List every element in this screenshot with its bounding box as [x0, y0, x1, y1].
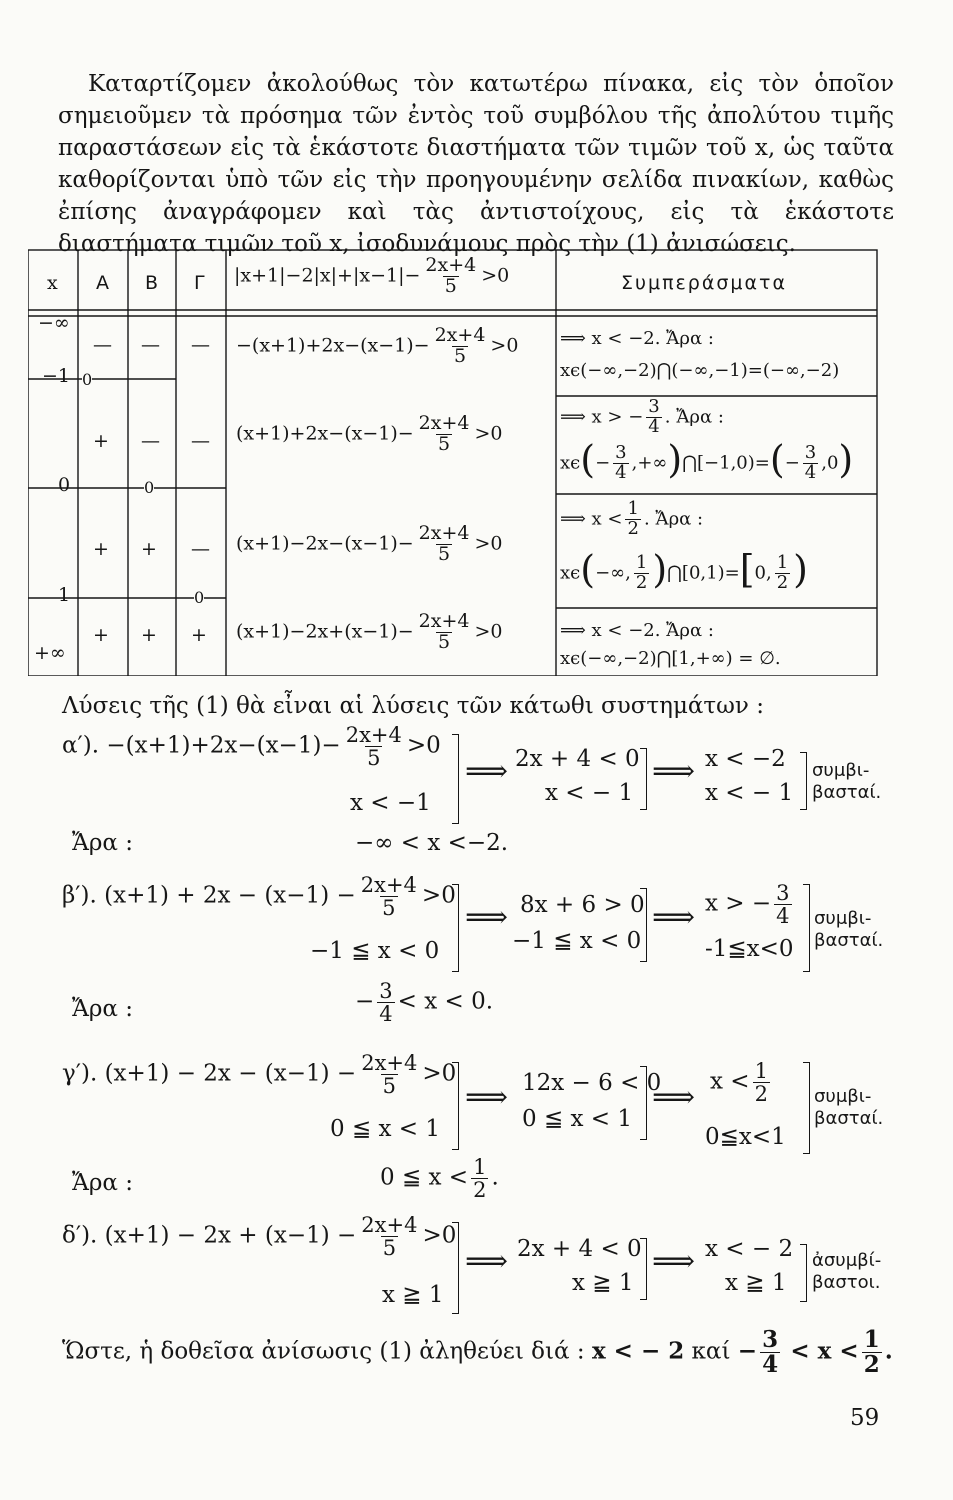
system-beta-equation — [62, 874, 456, 919]
row2-c2-d: − — [784, 452, 800, 474]
row4-sign-a: + — [93, 624, 109, 646]
system-beta-brace-2 — [640, 888, 647, 962]
row2-gt: >0 — [474, 422, 503, 445]
row2-c2-fraction-1 — [613, 444, 628, 483]
fraction-denominator: 5 — [438, 630, 451, 653]
fraction-numerator: 1 — [863, 1326, 880, 1353]
row4-conclusion-1: ⟹ x < −2. Ἄρα : — [560, 620, 714, 641]
fraction-numerator: 2x+4 — [418, 522, 470, 544]
row1-expr: −(x+1)+2x−(x−1)− — [236, 334, 430, 357]
row2-sign-g: — — [191, 430, 210, 452]
system-beta-fraction — [359, 874, 419, 919]
system-alpha-ara: Ἄρα : — [72, 830, 133, 856]
system-gamma-step2a — [710, 1060, 773, 1105]
system-gamma-gt: >0 — [422, 1060, 457, 1087]
system-delta-expr: (x+1) − 2x + (x−1) − — [104, 1222, 357, 1249]
system-alpha-brace-2 — [640, 748, 647, 810]
row1-gt: >0 — [490, 334, 519, 357]
implies-arrow-icon: ⟹ — [465, 754, 509, 789]
system-beta-step2b: -1≦x<0 — [705, 936, 794, 962]
fraction-denominator: 5 — [382, 896, 396, 921]
row2-fraction — [417, 414, 472, 455]
fraction-numerator: 2x+4 — [361, 1051, 418, 1075]
system-beta-step1a: 8x + 6 > 0 — [520, 892, 645, 918]
fraction-numerator: 2x+4 — [360, 873, 417, 897]
system-gamma-brace-3 — [803, 1062, 810, 1154]
row3-expr: (x+1)−2x−(x−1)− — [236, 532, 414, 555]
row3-gt: >0 — [474, 532, 503, 555]
system-gamma-result-fraction — [471, 1156, 488, 1201]
system-gamma-step1b: 0 ≦ x < 1 — [522, 1106, 633, 1132]
system-gamma-brace-2 — [640, 1066, 647, 1140]
row4-sign-g: + — [191, 624, 207, 646]
system-beta-brace-1 — [452, 884, 459, 972]
implies-arrow-icon: ⟹ — [465, 900, 509, 935]
implies-arrow-icon: ⟹ — [465, 1080, 509, 1115]
system-delta-gt: >0 — [422, 1222, 457, 1249]
system-beta-result-pre: − — [355, 988, 375, 1015]
final-mid: < x < — [790, 1337, 859, 1365]
row2-c1-fraction — [646, 398, 661, 437]
row3-c2-fraction-1 — [634, 554, 649, 593]
row3-c2-a: −∞, — [595, 562, 631, 584]
row4-conclusion-2: xϵ(−∞,−2)⋂[1,+∞) = ∅. — [560, 648, 781, 669]
fraction-denominator: 4 — [379, 1002, 393, 1027]
row2-c2-a: − — [595, 452, 611, 474]
fraction-numerator: 2x+4 — [345, 723, 402, 747]
fraction-denominator: 4 — [762, 1351, 779, 1379]
system-beta-condition: −1 ≦ x < 0 — [310, 938, 440, 964]
system-beta-label: β′). — [62, 882, 97, 909]
final-pre: Ὥστε, ἡ δοθεῖσα ἀνίσωσις (1) ἀληθεύει διά : — [62, 1338, 585, 1365]
header-a: A — [96, 272, 109, 294]
row4-gt: >0 — [474, 620, 503, 643]
system-alpha-result: −∞ < x <−2. — [355, 830, 509, 856]
fraction-numerator: 1 — [754, 1059, 768, 1083]
system-gamma-step2a-fraction — [753, 1060, 770, 1105]
boundary-pos-inf: +∞ — [34, 642, 66, 664]
row1-sign-b: — — [141, 334, 160, 356]
system-gamma-brace-1 — [452, 1062, 459, 1150]
row3-sign-a: + — [93, 538, 109, 560]
fraction-denominator: 2 — [863, 1351, 880, 1379]
system-delta-brace-3 — [800, 1244, 807, 1302]
fraction-numerator: 1 — [473, 1155, 487, 1179]
row3-inequality — [236, 524, 503, 565]
row3-c2-pre: xϵ — [560, 562, 581, 584]
system-delta-fraction — [359, 1214, 419, 1259]
row2-c2-e: ,0 — [821, 452, 839, 474]
row2-inequality — [236, 414, 503, 455]
system-beta-ara: Ἄρα : — [72, 996, 133, 1022]
system-beta-result-fraction — [377, 980, 394, 1025]
row3-c1-fraction — [625, 500, 640, 539]
system-alpha-label: α′). — [62, 732, 100, 759]
fraction-denominator: 4 — [776, 904, 790, 929]
fraction-denominator: 2 — [635, 571, 648, 593]
header-ineq-left: |x+1|−2|x|+|x−1|− — [234, 264, 421, 287]
final-neg: − — [737, 1337, 758, 1365]
row1-sign-a: — — [93, 334, 112, 356]
row3-fraction — [417, 524, 472, 565]
row2-sign-a: + — [93, 430, 109, 452]
system-delta-step2a: x < − 2 — [705, 1236, 794, 1262]
system-delta-label: δ′). — [62, 1222, 98, 1249]
row2-c2-c: ⋂[−1,0)= — [682, 452, 770, 474]
final-fraction-2 — [862, 1328, 882, 1377]
fraction-denominator: 5 — [382, 1236, 397, 1261]
fraction-numerator: 3 — [615, 442, 627, 463]
row2-c1-pre: ⟹ x > − — [560, 406, 644, 428]
fraction-denominator: 2 — [754, 1082, 768, 1107]
header-inequality — [234, 256, 509, 297]
system-gamma-expr: (x+1) − 2x − (x−1) − — [104, 1060, 357, 1087]
fraction-numerator: 3 — [648, 396, 660, 417]
row1-fraction — [433, 326, 488, 367]
system-beta-gt: >0 — [421, 882, 456, 909]
boundary-minus-one: −1 — [42, 365, 71, 387]
row4-expr: (x+1)−2x+(x−1)− — [236, 620, 414, 643]
fraction-denominator: 5 — [438, 542, 451, 565]
header-ineq-right: >0 — [481, 264, 510, 287]
fraction-denominator: 2 — [627, 517, 639, 539]
final-statement — [62, 1328, 893, 1377]
fraction-numerator: 1 — [627, 498, 639, 519]
system-alpha-step2b: x < − 1 — [705, 780, 794, 806]
system-gamma-fraction — [359, 1052, 419, 1097]
fraction-numerator: 2x+4 — [418, 610, 470, 632]
system-alpha-condition: x < −1 — [350, 790, 431, 816]
row3-c1-post: . Ἄρα : — [643, 508, 704, 530]
boundary-one: 1 — [58, 584, 71, 606]
implies-arrow-icon: ⟹ — [465, 1244, 509, 1279]
system-delta-step1b: x ≧ 1 — [572, 1270, 634, 1296]
page-number: 59 — [850, 1405, 880, 1431]
system-alpha-equation — [62, 724, 441, 769]
system-delta-equation — [62, 1214, 456, 1259]
system-beta-note: συμβι- βασταί. — [814, 908, 884, 951]
row1-conclusion-1: ⟹ x < −2. Ἄρα : — [560, 328, 714, 349]
fraction-numerator: 2x+4 — [361, 1213, 418, 1237]
row1-conclusion-2: xϵ(−∞,−2)⋂(−∞,−1)=(−∞,−2) — [560, 360, 840, 381]
system-alpha-fraction — [344, 724, 404, 769]
solutions-heading: Λύσεις τῆς (1) θὰ εἶναι αἱ λύσεις τῶν κάτωθι συστημάτων : — [62, 693, 764, 719]
fraction-numerator: 2x+4 — [425, 254, 477, 276]
row3-c2-fraction-2 — [775, 554, 790, 593]
system-beta-brace-3 — [803, 884, 810, 972]
system-alpha-expr: −(x+1)+2x−(x−1)− — [106, 732, 341, 759]
system-beta-step1b: −1 ≦ x < 0 — [512, 928, 642, 954]
system-gamma-ara: Ἄρα : — [72, 1170, 133, 1196]
implies-arrow-icon: ⟹ — [652, 1080, 696, 1115]
row1-inequality — [236, 326, 518, 367]
system-alpha-note: συμβι- βασταί. — [812, 760, 882, 803]
system-delta-condition: x ≧ 1 — [382, 1282, 444, 1308]
system-gamma-equation — [62, 1052, 456, 1097]
intro-text: Καταρτίζομεν ἀκολούθως τὸν κατωτέρω πίνακα, εἰς τὸν ὁποῖον σημειοῦμεν τὰ πρόσημα τῶν ἐντὸς τοῦ συμβόλου τῆς ἀπολύτου τιμῆς παραστάσεων εἰς τὰ ἑκάστοτε διαστήματα τῶν τιμῶν τοῦ x, ὡς ταῦτα καθορίζονται ὑπὸ τῶν εἰς τὴν προηγουμένην σελίδα πινακίων, καθὼς ἐπίσης ἀναγράφομεν καὶ τὰς ἀντιστοίχους, εἰς τὰ ἑκάστοτε διαστήματα τιμῶν τοῦ x, ἰσοδυνάμους πρὸς τὴν (1) ἀνισώσεις. — [58, 71, 894, 257]
implies-arrow-icon: ⟹ — [652, 900, 696, 935]
row2-c1-post: . Ἄρα : — [664, 406, 724, 428]
system-alpha-step2a: x < −2 — [705, 746, 786, 772]
fraction-denominator: 4 — [804, 461, 817, 483]
final-kai: καί — [691, 1338, 731, 1365]
system-gamma-note: συμβι- βασταί. — [814, 1086, 884, 1129]
system-beta-result — [355, 980, 493, 1025]
system-gamma-condition: 0 ≦ x < 1 — [330, 1116, 441, 1142]
row3-conclusion-2: xϵ(−∞, $\frac{1}{2}$ )⋂[0,1)=[0, $\frac{1}{2}$ ) — [560, 547, 808, 593]
system-beta-step2a — [705, 882, 795, 927]
implies-arrow-icon: ⟹ — [652, 1244, 696, 1279]
final-part1: x < − 2 — [591, 1337, 685, 1365]
system-beta-step2a-pre: x > − — [705, 890, 772, 917]
final-fraction-1 — [760, 1328, 780, 1377]
row3-c2-c: ⋂[0,1)= — [667, 562, 740, 584]
fraction-numerator: 2x+4 — [434, 324, 486, 346]
fraction-numerator: 3 — [762, 1326, 779, 1353]
system-alpha-step1b: x < − 1 — [545, 780, 634, 806]
fraction-denominator: 2 — [473, 1178, 487, 1203]
row4-inequality — [236, 612, 503, 653]
intro-paragraph — [58, 68, 894, 260]
system-gamma-step2b: 0≦x<1 — [705, 1124, 786, 1150]
system-gamma-result — [380, 1156, 499, 1201]
fraction-denominator: 5 — [367, 746, 381, 771]
system-gamma-result-post: . — [491, 1164, 499, 1191]
header-conclusions: Συμπεράσματα — [621, 272, 787, 294]
system-beta-step2a-fraction — [774, 882, 791, 927]
row2-expr: (x+1)+2x−(x−1)− — [236, 422, 414, 445]
row1-sign-g: — — [191, 334, 210, 356]
row2-c2-b: ,+∞ — [631, 452, 668, 474]
fraction-denominator: 5 — [438, 432, 451, 455]
system-gamma-result-pre: 0 ≦ x < — [380, 1164, 469, 1191]
row4-fraction — [417, 612, 472, 653]
row3-sign-b: + — [141, 538, 157, 560]
fraction-denominator: 4 — [615, 461, 627, 483]
fraction-denominator: 2 — [776, 571, 789, 593]
system-gamma-step1a: 12x − 6 < 0 — [522, 1070, 662, 1096]
row3-conclusion-1 — [560, 500, 703, 539]
row3-c2-d: 0, — [754, 562, 772, 584]
boundary-neg-inf: −∞ — [38, 312, 70, 334]
system-delta-step1a: 2x + 4 < 0 — [517, 1236, 642, 1262]
system-alpha-step1a: 2x + 4 < 0 — [515, 746, 640, 772]
system-delta-brace-2 — [640, 1238, 647, 1300]
system-delta-note: ἀσυμβί- βαστοι. — [812, 1250, 882, 1293]
header-g: Γ — [194, 272, 205, 294]
header-x: x — [47, 272, 58, 294]
fraction-denominator: 5 — [444, 274, 457, 297]
system-beta-expr: (x+1) + 2x − (x−1) − — [104, 882, 356, 909]
system-gamma-label: γ′). — [62, 1060, 98, 1087]
header-b: B — [145, 272, 159, 294]
header-fraction — [423, 256, 478, 297]
row2-sign-b: — — [141, 430, 160, 452]
final-end: . — [884, 1337, 893, 1365]
sign-table — [28, 248, 878, 676]
system-gamma-step2a-pre: x < — [710, 1068, 750, 1095]
fraction-numerator: 3 — [804, 442, 817, 463]
row4-sign-b: + — [141, 624, 157, 646]
fraction-denominator: 5 — [453, 344, 467, 367]
system-delta-step2b: x ≧ 1 — [725, 1270, 787, 1296]
row2-c2-fraction-2 — [803, 444, 818, 483]
row3-c1-pre: ⟹ x < — [560, 508, 623, 530]
system-delta-brace-1 — [452, 1222, 459, 1314]
zero-marker-b: 0 — [144, 478, 155, 497]
row3-sign-g: — — [191, 538, 210, 560]
row2-conclusion-1 — [560, 398, 724, 437]
zero-marker-a: 0 — [82, 370, 93, 389]
fraction-numerator: 1 — [635, 552, 648, 573]
row2-conclusion-2: xϵ(− $\frac{3}{4}$ ,+∞)⋂[−1,0)=(− $\frac{3}{4}$ ,0) — [560, 437, 854, 483]
fraction-numerator: 2x+4 — [418, 412, 470, 434]
implies-arrow-icon: ⟹ — [652, 754, 696, 789]
row2-c2-pre: xϵ — [560, 452, 581, 474]
fraction-numerator: 3 — [379, 979, 393, 1003]
fraction-denominator: 4 — [648, 415, 660, 437]
zero-marker-g: 0 — [194, 588, 205, 607]
fraction-numerator: 1 — [776, 552, 789, 573]
fraction-denominator: 5 — [382, 1074, 396, 1099]
system-beta-result-post: < x < 0. — [397, 988, 494, 1015]
system-alpha-brace-3 — [800, 752, 807, 810]
boundary-zero: 0 — [58, 474, 71, 496]
fraction-numerator: 3 — [776, 881, 790, 905]
system-alpha-gt: >0 — [406, 732, 441, 759]
system-alpha-brace-1 — [452, 734, 459, 824]
